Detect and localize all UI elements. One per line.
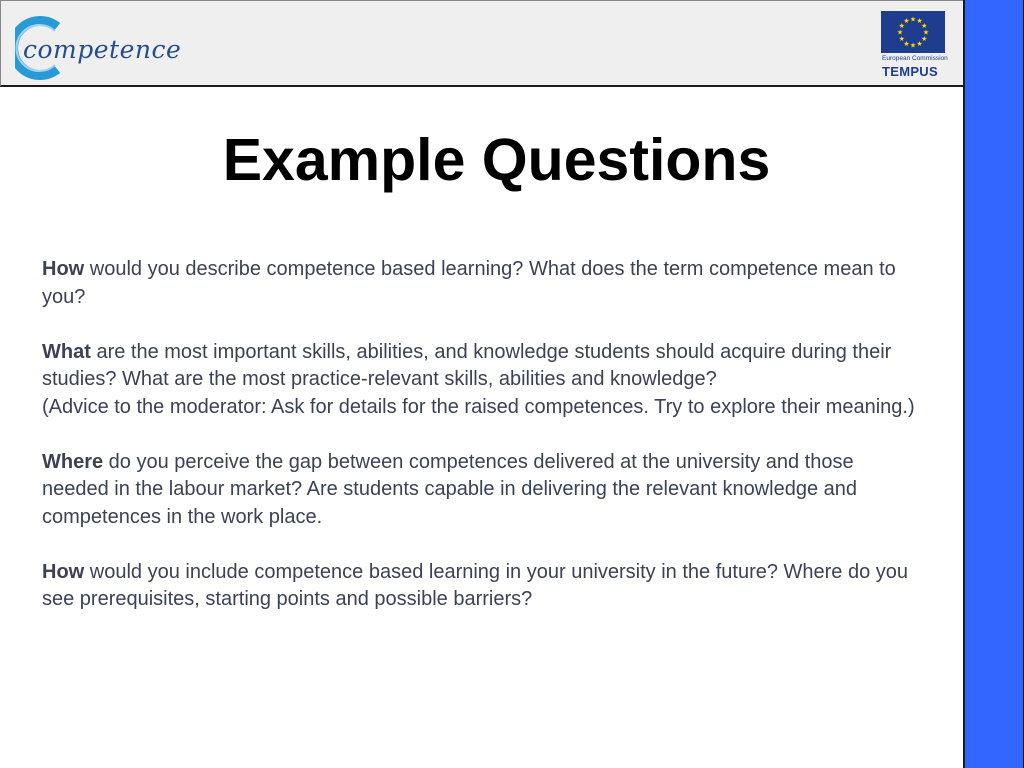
eu-star-icon: ★ <box>909 16 917 24</box>
right-sidebar <box>963 0 1024 768</box>
eu-star-icon: ★ <box>898 36 905 43</box>
question-text: do you perceive the gap between competences delivered at the university and those needed in the labour market? Are students capable in delivering the relevant knowledge and competences in the work place. <box>42 450 857 528</box>
question-1 <box>42 256 922 311</box>
question-text: would you describe competence based learning? What does the term competence mean to you? <box>42 258 896 308</box>
tempus-logo <box>881 11 947 81</box>
eu-star-icon: ★ <box>896 29 904 37</box>
eu-star-icon: ★ <box>898 23 905 30</box>
question-lead: Where <box>42 450 104 473</box>
eu-star-icon: ★ <box>909 42 917 50</box>
question-text: would you include competence based learning in your university in the future? Where do you see prerequisites, starting points and possible barriers? <box>42 560 909 610</box>
question-lead: How <box>42 258 85 280</box>
moderator-note: (Advice to the moderator: Ask for details for the raised competences. Try to explore their meaning.) <box>42 395 915 418</box>
eu-star-icon: ★ <box>921 23 928 30</box>
question-2 <box>42 339 922 394</box>
header-bar <box>0 0 965 87</box>
eu-star-icon: ★ <box>903 40 910 48</box>
questions-list <box>42 256 922 614</box>
eu-star-icon: ★ <box>903 18 910 26</box>
eu-star-icon: ★ <box>922 29 930 37</box>
tempus-name: TEMPUS <box>882 64 938 79</box>
slide-title: Example Questions <box>222 127 771 193</box>
question-4 <box>42 559 922 614</box>
competence-logo-text: competence <box>23 35 182 64</box>
competence-logo <box>15 15 182 81</box>
eu-star-icon: ★ <box>916 18 923 26</box>
eu-star-icon: ★ <box>921 36 928 43</box>
question-text: are the most important skills, abilities, and knowledge students should acquire during their studies? What are the most practice-relevant skills, abilities and knowledge? <box>42 340 892 390</box>
question-lead: How <box>42 560 85 583</box>
question-3 <box>42 449 922 532</box>
question-lead: What <box>42 340 91 363</box>
eu-caption: European Commission <box>882 55 948 62</box>
eu-flag-icon <box>881 11 945 53</box>
eu-star-icon: ★ <box>916 40 923 48</box>
